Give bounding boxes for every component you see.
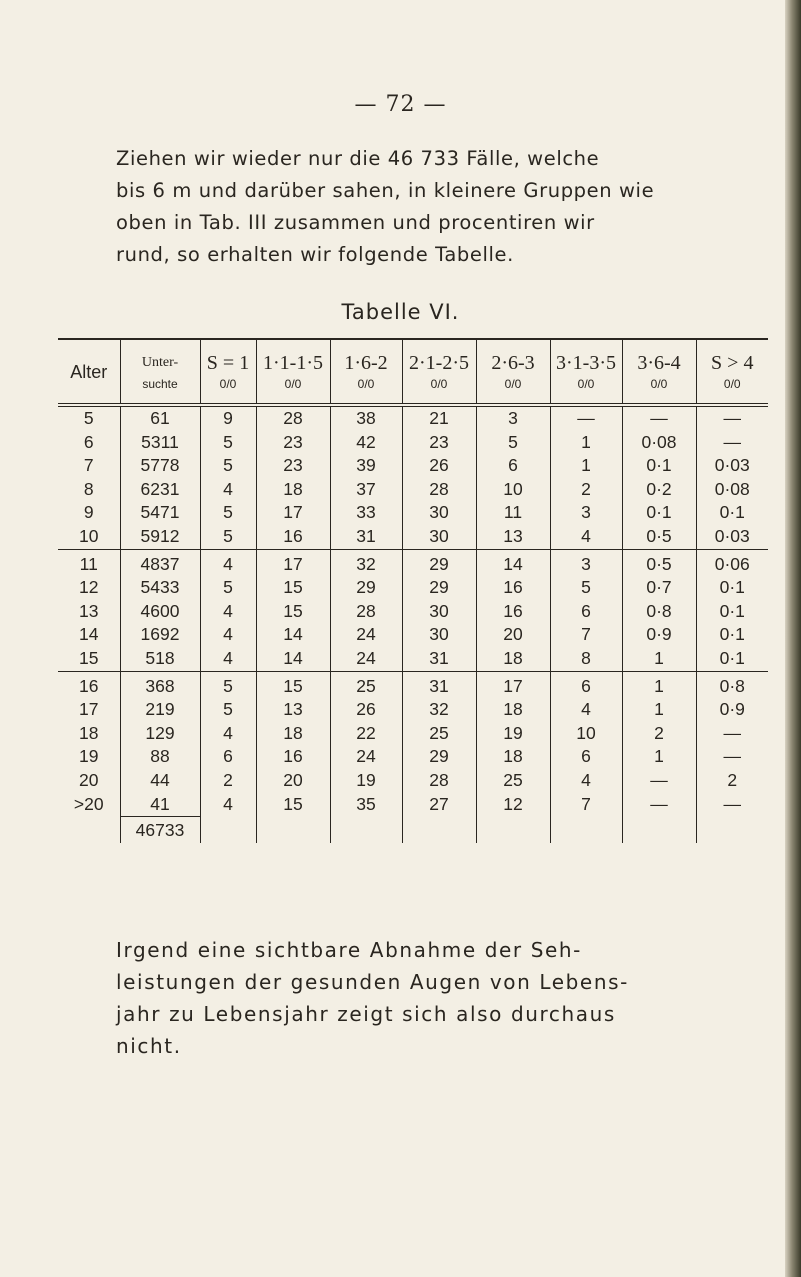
table-cell: — xyxy=(696,793,768,817)
table-cell: 2 xyxy=(622,722,696,746)
table-cell: 20 xyxy=(256,769,330,793)
table-cell: 7 xyxy=(83,455,94,476)
table-cell: 14 xyxy=(256,647,330,671)
table-cell: 28 xyxy=(330,600,402,624)
table-cell xyxy=(402,817,476,844)
table-cell: 2 xyxy=(550,478,622,502)
table-cell: 18 xyxy=(476,698,550,722)
table-cell: 25 xyxy=(330,671,402,698)
table-cell: 28 xyxy=(402,478,476,502)
table-cell: 13 xyxy=(256,698,330,722)
table-cell: 0·5 xyxy=(622,525,696,549)
table-cell: 26 xyxy=(402,454,476,478)
table-cell: — xyxy=(622,405,696,431)
table-cell: 5912 xyxy=(120,525,200,549)
table-cell: 3 xyxy=(476,405,550,431)
table-row xyxy=(58,769,768,793)
table-cell: — xyxy=(696,405,768,431)
table-cell: 17 xyxy=(79,699,99,720)
table-cell: 1 xyxy=(622,698,696,722)
table-row xyxy=(58,405,768,431)
table-row xyxy=(58,478,768,502)
table-cell: 24 xyxy=(330,623,402,647)
table-cell: 6 xyxy=(83,431,94,452)
table-cell: 37 xyxy=(330,478,402,502)
table-cell: 18 xyxy=(256,478,330,502)
table-cell: 16 xyxy=(256,525,330,549)
table-cell: 0·1 xyxy=(622,454,696,478)
table-title: Tabelle VI. xyxy=(341,300,460,324)
page-number: — 72 — xyxy=(354,92,447,117)
header-cell: 3·6-4 0/0 xyxy=(622,339,696,405)
table-cell: 6 xyxy=(200,745,256,769)
table-cell: 3 xyxy=(550,549,622,576)
table-cell: 518 xyxy=(120,647,200,671)
intro-line: Ziehen wir wieder nur die 46 733 Fälle, welche xyxy=(116,147,600,170)
table-cell: 4837 xyxy=(120,549,200,576)
closing-line: leistungen der gesunden Augen von Lebens- xyxy=(116,970,629,994)
table-cell: 19 xyxy=(476,722,550,746)
table-cell: 32 xyxy=(330,549,402,576)
table-cell: 25 xyxy=(402,722,476,746)
table-cell: 11 xyxy=(79,553,98,574)
table-cell: 18 xyxy=(476,745,550,769)
closing-line: Irgend eine sichtbare Abnahme der Seh- xyxy=(116,938,582,962)
header-cell: 2·6-3 0/0 xyxy=(476,339,550,405)
table-cell: 0·03 xyxy=(696,525,768,549)
table-cell: 15 xyxy=(256,576,330,600)
table-cell: 5311 xyxy=(120,431,200,455)
table-cell: 2 xyxy=(696,769,768,793)
table-cell: 19 xyxy=(79,746,99,767)
table-cell xyxy=(200,817,256,844)
table-cell: 29 xyxy=(402,745,476,769)
table-cell: 24 xyxy=(330,647,402,671)
intro-paragraph xyxy=(116,143,716,271)
table-cell: 23 xyxy=(256,454,330,478)
table-cell: 12 xyxy=(476,793,550,817)
table-cell: 17 xyxy=(256,549,330,576)
table-cell: 0·06 xyxy=(696,549,768,576)
table-cell: 41 xyxy=(120,793,200,817)
table-cell: 31 xyxy=(402,647,476,671)
table-cell: 4 xyxy=(550,698,622,722)
table-row xyxy=(58,431,768,455)
table-cell: 14 xyxy=(256,623,330,647)
table-cell: 5 xyxy=(200,501,256,525)
table-cell xyxy=(696,817,768,844)
table-cell: 129 xyxy=(120,722,200,746)
page-edge-shadow xyxy=(785,0,801,1277)
table-cell xyxy=(550,817,622,844)
table-cell: 5 xyxy=(200,454,256,478)
table-body xyxy=(58,405,768,817)
table-row xyxy=(58,525,768,549)
table-cell: 10 xyxy=(550,722,622,746)
table-cell: 2 xyxy=(200,769,256,793)
table-cell: 13 xyxy=(476,525,550,549)
table-cell: 5778 xyxy=(120,454,200,478)
table-cell: 3 xyxy=(550,501,622,525)
table-cell: 30 xyxy=(402,600,476,624)
table-cell: 0·9 xyxy=(622,623,696,647)
closing-line: nicht. xyxy=(116,1034,182,1058)
header-cell: S > 4 0/0 xyxy=(696,339,768,405)
table-cell: 1 xyxy=(622,745,696,769)
table-cell: 0·8 xyxy=(696,671,768,698)
table-cell: 5433 xyxy=(120,576,200,600)
table-cell: — xyxy=(550,405,622,431)
table-cell: 16 xyxy=(256,745,330,769)
table-cell: 17 xyxy=(476,671,550,698)
table-cell: 25 xyxy=(476,769,550,793)
table-cell: 1 xyxy=(550,431,622,455)
table-row xyxy=(58,600,768,624)
table-cell: 0·7 xyxy=(622,576,696,600)
table-cell: 28 xyxy=(256,405,330,431)
table-cell: 39 xyxy=(330,454,402,478)
table-cell: 17 xyxy=(256,501,330,525)
table-cell: 6 xyxy=(550,671,622,698)
table-cell: 4 xyxy=(200,722,256,746)
table-row xyxy=(58,623,768,647)
table-cell: 14 xyxy=(476,549,550,576)
table-cell: — xyxy=(696,745,768,769)
table-cell: 11 xyxy=(476,501,550,525)
table-cell: 31 xyxy=(402,671,476,698)
table-cell: 4 xyxy=(200,647,256,671)
table-cell: 0·1 xyxy=(696,600,768,624)
table-cell: 29 xyxy=(402,576,476,600)
table-cell: 10 xyxy=(58,525,120,549)
table-cell: 4 xyxy=(200,600,256,624)
table-cell xyxy=(330,817,402,844)
table-cell xyxy=(622,817,696,844)
table-cell: 5 xyxy=(200,525,256,549)
table-cell: 15 xyxy=(58,647,120,671)
table-cell: 20 xyxy=(79,769,99,790)
table-cell: — xyxy=(622,793,696,817)
table-cell: 24 xyxy=(330,745,402,769)
table-cell: 16 xyxy=(476,576,550,600)
table-cell: 32 xyxy=(402,698,476,722)
table-cell: 13 xyxy=(79,600,99,621)
table-cell xyxy=(256,817,330,844)
table-row xyxy=(58,698,768,722)
table-cell: 0·1 xyxy=(696,576,768,600)
table-cell: 0·1 xyxy=(696,501,768,525)
table-cell: 31 xyxy=(330,525,402,549)
table-cell: 44 xyxy=(120,769,200,793)
table-cell: 4 xyxy=(200,549,256,576)
table-cell: 30 xyxy=(402,501,476,525)
table-cell: 0·5 xyxy=(622,549,696,576)
table-cell: 4 xyxy=(200,793,256,817)
table-cell: 14 xyxy=(79,624,99,645)
table-cell: 29 xyxy=(402,549,476,576)
table-cell: 0·03 xyxy=(696,454,768,478)
table-cell: 7 xyxy=(550,623,622,647)
closing-paragraph xyxy=(116,934,716,1062)
table-cell: 18 xyxy=(476,647,550,671)
table-cell: 5 xyxy=(200,576,256,600)
table-cell: 1692 xyxy=(120,623,200,647)
header-cell: 2·1-2·5 0/0 xyxy=(402,339,476,405)
table-cell: 61 xyxy=(120,405,200,431)
closing-line: jahr zu Lebensjahr zeigt sich also durchaus xyxy=(116,1002,616,1026)
table-cell: 30 xyxy=(402,623,476,647)
table-cell: 12 xyxy=(79,577,99,598)
table-cell: 0·08 xyxy=(622,431,696,455)
table-cell: 5 xyxy=(550,576,622,600)
table-cell: 0·08 xyxy=(696,478,768,502)
table-cell: 1 xyxy=(550,454,622,478)
table-cell: 1 xyxy=(622,647,696,671)
total-cell: 46733 xyxy=(120,817,200,844)
table-cell: 5 xyxy=(476,431,550,455)
table-total-row xyxy=(58,817,768,844)
table-row xyxy=(58,501,768,525)
intro-line: bis 6 m und darüber sahen, in kleinere Gruppen wie xyxy=(116,179,655,202)
header-cell: S = 1 0/0 xyxy=(200,339,256,405)
table-row xyxy=(58,549,768,576)
table-cell: >20 xyxy=(73,793,104,814)
header-cell: 1·6-2 0/0 xyxy=(330,339,402,405)
header-cell: 3·1-3·5 0/0 xyxy=(550,339,622,405)
table-cell: — xyxy=(696,431,768,455)
table-cell: 368 xyxy=(120,671,200,698)
table-cell: 0·1 xyxy=(622,501,696,525)
table-cell: 33 xyxy=(330,501,402,525)
table-cell: 8 xyxy=(83,478,94,499)
table-cell: 35 xyxy=(330,793,402,817)
table-cell: 0·9 xyxy=(696,698,768,722)
table-cell: 38 xyxy=(330,405,402,431)
table-cell: 6231 xyxy=(120,478,200,502)
table-cell: 29 xyxy=(330,576,402,600)
table-cell: 6 xyxy=(550,600,622,624)
table-cell: 5 xyxy=(200,671,256,698)
table-cell: 6 xyxy=(550,745,622,769)
table-row xyxy=(58,745,768,769)
table-cell: 8 xyxy=(550,647,622,671)
table-cell: 4 xyxy=(550,769,622,793)
table-cell: 0·1 xyxy=(696,647,768,671)
table-row xyxy=(58,647,768,671)
table-row xyxy=(58,671,768,698)
table-cell: 7 xyxy=(550,793,622,817)
table-cell: 28 xyxy=(402,769,476,793)
table-cell: 0·8 xyxy=(622,600,696,624)
table-cell: 26 xyxy=(330,698,402,722)
table-row xyxy=(58,454,768,478)
table-cell: 15 xyxy=(256,793,330,817)
table-cell: 5 xyxy=(83,408,94,428)
table-cell: 0·2 xyxy=(622,478,696,502)
table-cell: 27 xyxy=(402,793,476,817)
table-cell: 0·1 xyxy=(696,623,768,647)
table-header-row xyxy=(58,339,768,405)
table-cell: 21 xyxy=(402,405,476,431)
table-cell: 88 xyxy=(120,745,200,769)
table-cell: 5 xyxy=(200,698,256,722)
table-cell xyxy=(58,817,120,844)
table-cell: 6 xyxy=(476,454,550,478)
table-cell: 16 xyxy=(476,600,550,624)
table-cell: 4 xyxy=(550,525,622,549)
table-cell: 42 xyxy=(330,431,402,455)
table-cell: 9 xyxy=(200,405,256,431)
table-cell: 23 xyxy=(402,431,476,455)
table-cell: — xyxy=(696,722,768,746)
table-cell: 1 xyxy=(622,671,696,698)
data-table xyxy=(58,338,768,843)
table-cell: 4 xyxy=(200,478,256,502)
table-cell: 4600 xyxy=(120,600,200,624)
table-cell: 5 xyxy=(200,431,256,455)
table-cell: 20 xyxy=(476,623,550,647)
table-cell: 9 xyxy=(83,502,94,523)
table-cell: 15 xyxy=(256,600,330,624)
intro-line: rund, so erhalten wir folgende Tabelle. xyxy=(116,243,514,266)
table-cell: 15 xyxy=(256,671,330,698)
table-row xyxy=(58,722,768,746)
table-cell: 30 xyxy=(402,525,476,549)
table-cell: 22 xyxy=(330,722,402,746)
table-cell: 23 xyxy=(256,431,330,455)
table-cell: 10 xyxy=(476,478,550,502)
table-cell: 19 xyxy=(330,769,402,793)
table-cell: 18 xyxy=(79,722,99,743)
table-cell: — xyxy=(622,769,696,793)
header-cell: Alter xyxy=(58,339,120,405)
intro-line: oben in Tab. III zusammen und procentiren wir xyxy=(116,211,595,234)
table-row xyxy=(58,793,768,817)
table-cell: 4 xyxy=(200,623,256,647)
header-cell: 1·1-1·5 0/0 xyxy=(256,339,330,405)
table-row xyxy=(58,576,768,600)
header-cell: Unter- suchte xyxy=(120,339,200,405)
table-cell: 5471 xyxy=(120,501,200,525)
table-cell: 219 xyxy=(120,698,200,722)
table-cell xyxy=(476,817,550,844)
table-cell: 16 xyxy=(79,675,99,696)
table-cell: 18 xyxy=(256,722,330,746)
